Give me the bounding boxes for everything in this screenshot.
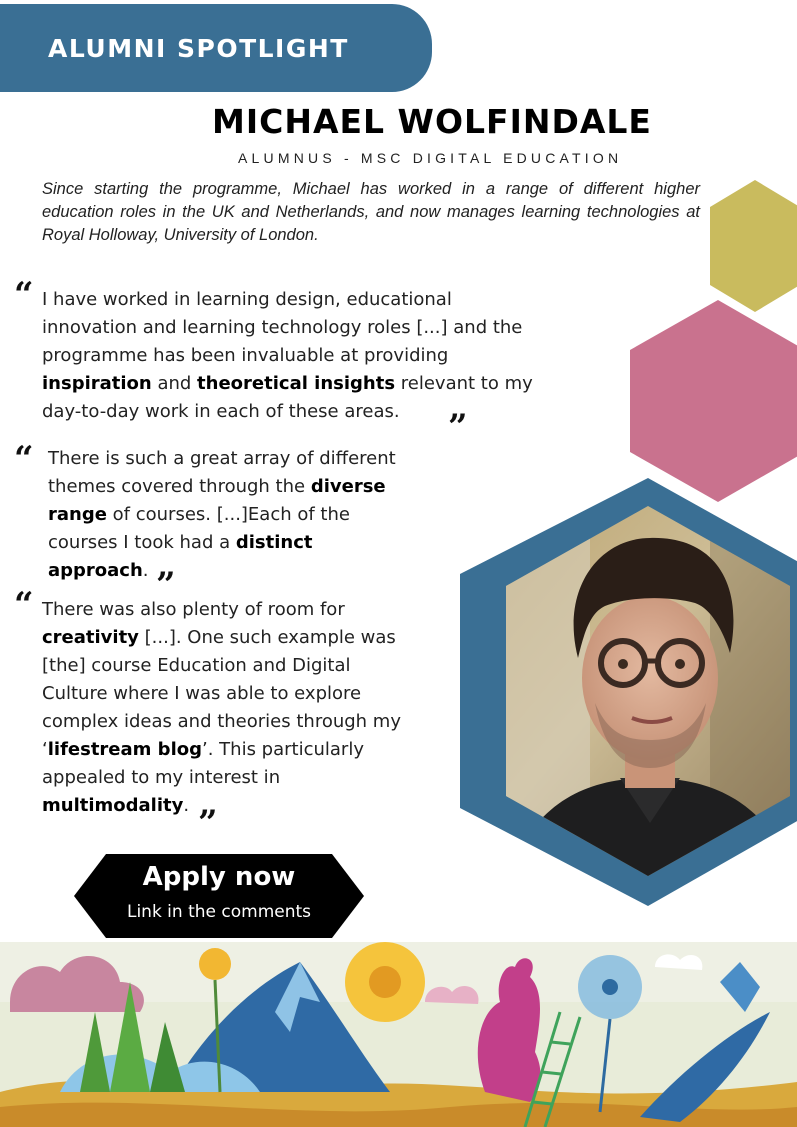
quote-emphasis: theoretical insights (197, 373, 396, 394)
quote-text: I have worked in learning design, educational (42, 289, 452, 310)
open-quote-icon: “ (14, 439, 34, 479)
quote-text: courses I took had a (48, 532, 236, 553)
quote-line (42, 652, 462, 680)
quote-line (42, 708, 462, 736)
quote-3 (42, 596, 462, 820)
quote-text: themes covered through the (48, 476, 311, 497)
quote-emphasis: range (48, 504, 107, 525)
quote-text: . (142, 560, 149, 581)
open-quote-icon: “ (14, 585, 34, 625)
quote-line (48, 529, 468, 557)
quote-text: and (151, 373, 198, 394)
quote-line (42, 764, 462, 792)
alumnus-role: ALUMNUS - MSC DIGITAL EDUCATION (238, 150, 623, 166)
quote-emphasis: inspiration (42, 373, 152, 394)
close-quote-icon: ” (156, 565, 176, 605)
quote-line (48, 473, 468, 501)
banner-title: ALUMNI SPOTLIGHT (48, 34, 349, 63)
alumnus-name: MICHAEL WOLFINDALE (212, 102, 652, 141)
quote-line (48, 501, 468, 529)
cta-subtitle: Link in the comments (126, 902, 312, 922)
quote-line (42, 314, 602, 342)
quote-line (42, 286, 602, 314)
quote-text: ’. This particularly (202, 739, 364, 760)
apply-now-button[interactable] (74, 854, 364, 938)
quote-line (42, 736, 462, 764)
quote-text: ‘ (42, 739, 48, 760)
portrait-frame (460, 478, 797, 908)
quote-text: There is such a great array of different (48, 448, 396, 469)
quote-text: There was also plenty of room for (42, 599, 345, 620)
quote-line (48, 445, 468, 473)
quote-line (42, 398, 602, 426)
quote-line (42, 624, 462, 652)
quote-line (42, 596, 462, 624)
quote-text: relevant to my (395, 373, 533, 394)
quote-line (48, 557, 468, 585)
quote-emphasis: approach (48, 560, 143, 581)
quote-text: [the] course Education and Digital (42, 655, 351, 676)
cta-title: Apply now (142, 862, 296, 892)
quote-text: complex ideas and theories through my (42, 711, 401, 732)
quote-line (42, 342, 602, 370)
quote-1 (42, 286, 602, 426)
quote-text: day-to-day work in each of these areas. (42, 401, 400, 422)
quote-2 (48, 445, 468, 585)
quote-text: of courses. [...]Each of the (106, 504, 350, 525)
quote-emphasis: creativity (42, 627, 139, 648)
quote-line (42, 792, 462, 820)
quote-text: . (183, 795, 190, 816)
quote-emphasis: multimodality (42, 795, 184, 816)
quote-text: programme has been invaluable at providing (42, 345, 449, 366)
quote-line (42, 680, 462, 708)
quote-emphasis: lifestream blog (47, 739, 202, 760)
pink-hexagon (630, 300, 797, 502)
close-quote-icon: ” (198, 803, 218, 843)
quote-text: Culture where I was able to explore (42, 683, 362, 704)
quote-text: appealed to my interest in (42, 767, 281, 788)
floral-illustration (0, 942, 797, 1127)
close-quote-icon: ” (448, 407, 468, 447)
olive-hexagon (710, 180, 797, 312)
intro-paragraph: Since starting the programme, Michael has worked in a range of different higher education roles in the UK and Netherlands, and now manages learning technologies at Royal Holloway, University of London. (42, 180, 700, 244)
header-banner (0, 4, 432, 92)
quote-text: innovation and learning technology roles [...] and the (42, 317, 523, 338)
quote-text: [...]. One such example was (138, 627, 396, 648)
open-quote-icon: “ (14, 275, 34, 315)
quote-line (42, 370, 602, 398)
quote-emphasis: distinct (235, 532, 313, 553)
quote-emphasis: diverse (310, 476, 386, 497)
